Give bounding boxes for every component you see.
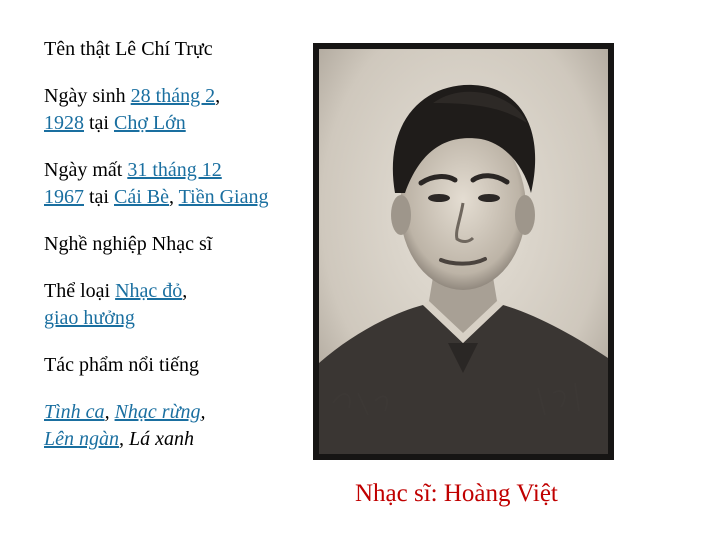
works-comma-3: , — [119, 428, 124, 450]
death-date-link[interactable]: 31 tháng 12 — [127, 159, 222, 181]
work-link-3[interactable]: Lên ngàn — [44, 428, 119, 450]
birth-row — [44, 83, 284, 137]
birth-at: tại — [89, 112, 109, 134]
occupation-label: Nghề nghiệp — [44, 233, 147, 255]
works-label-row — [44, 352, 284, 379]
bio-infobox — [44, 36, 284, 473]
photo-caption: Nhạc sĩ: Hoàng Việt — [355, 480, 558, 507]
real-name-row — [44, 36, 284, 63]
birth-date-link[interactable]: 28 tháng 2 — [130, 85, 216, 107]
real-name-value: Lê Chí Trực — [115, 38, 213, 60]
work-link-2[interactable]: Nhạc rừng — [114, 401, 201, 423]
genre-label: Thể loại — [44, 280, 111, 302]
genre-row — [44, 278, 284, 332]
portrait-photo — [313, 43, 614, 460]
real-name-label: Tên thật — [44, 38, 111, 60]
works-row — [44, 399, 284, 453]
works-label: Tác phẩm nổi tiếng — [44, 354, 199, 376]
death-row — [44, 157, 284, 211]
death-year-link[interactable]: 1967 — [44, 186, 84, 208]
death-place1-link[interactable]: Cái Bè — [114, 186, 169, 208]
genre-link-2[interactable]: giao hưởng — [44, 307, 135, 329]
works-comma-2: , — [200, 401, 206, 423]
death-comma: , — [169, 186, 174, 208]
work-item-4: Lá xanh — [129, 428, 194, 450]
portrait-image — [313, 43, 614, 460]
death-at: tại — [89, 186, 109, 208]
occupation-value: Nhạc sĩ — [151, 233, 213, 255]
genre-comma: , — [182, 280, 188, 302]
genre-link-1[interactable]: Nhạc đỏ — [115, 280, 183, 302]
death-label: Ngày mất — [44, 159, 123, 181]
death-place2-link[interactable]: Tiền Giang — [178, 186, 269, 208]
birth-comma: , — [215, 85, 221, 107]
birth-year-link[interactable]: 1928 — [44, 112, 84, 134]
work-link-1[interactable]: Tình ca — [44, 401, 105, 423]
birth-place-link[interactable]: Chợ Lớn — [114, 112, 186, 134]
works-comma-1: , — [104, 401, 110, 423]
occupation-row — [44, 231, 284, 258]
birth-label: Ngày sinh — [44, 85, 126, 107]
